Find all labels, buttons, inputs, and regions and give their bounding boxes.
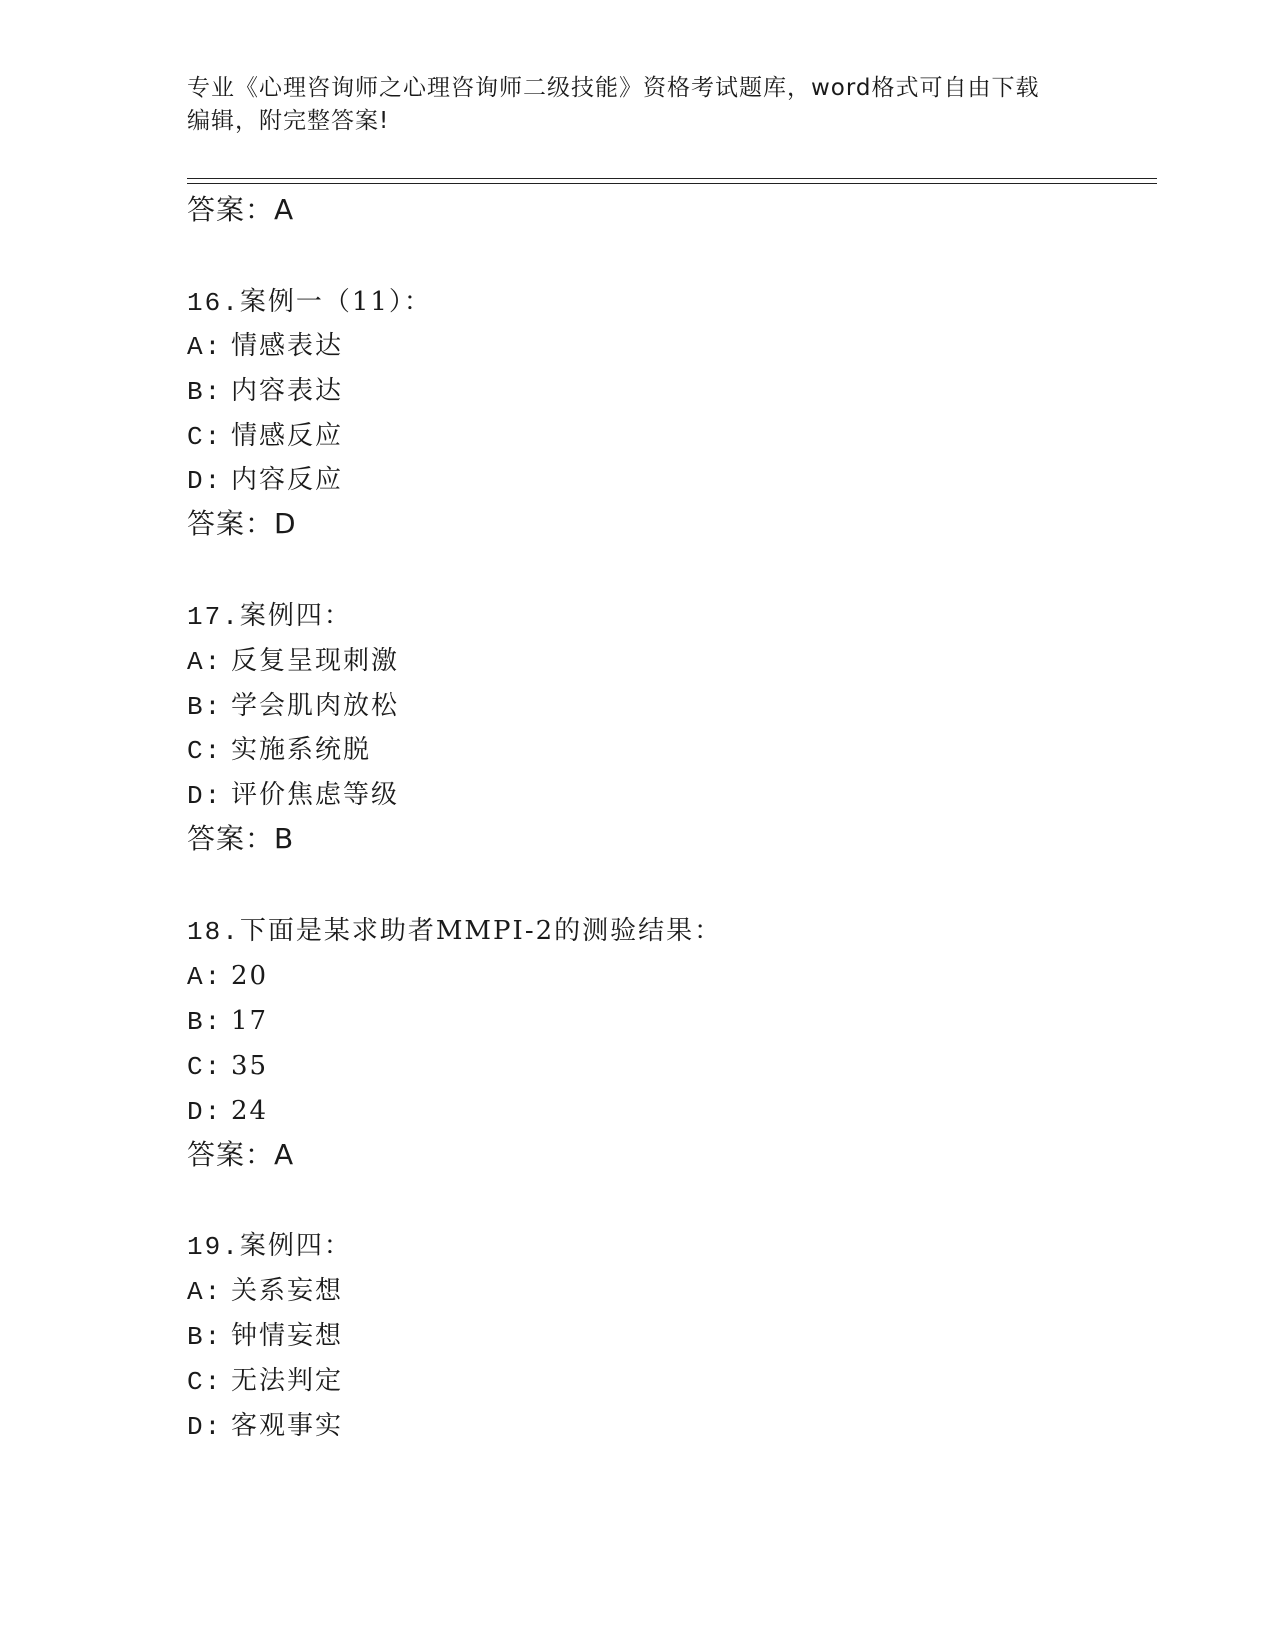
option-letter: A:: [187, 962, 223, 992]
question-16-option-a: [187, 326, 343, 367]
question-17-answer: 答案：B: [187, 822, 295, 855]
question-16-stem: [187, 282, 432, 323]
question-number: 18.: [187, 917, 240, 947]
option-text: 24: [231, 1096, 269, 1126]
option-text: 关系妄想: [231, 1276, 344, 1306]
answer-line: 答案：A: [187, 193, 295, 226]
question-16-option-b: [187, 371, 343, 412]
header-line-2: 编辑，附完整答案!: [187, 108, 390, 134]
question-18-option-d: [187, 1091, 268, 1132]
option-letter: C:: [187, 736, 223, 766]
option-letter: C:: [187, 1052, 223, 1082]
option-letter: B:: [187, 1322, 223, 1352]
option-text: 情感表达: [231, 331, 344, 361]
option-letter: A:: [187, 332, 223, 362]
option-text: 内容表达: [231, 376, 344, 406]
question-number: 19.: [187, 1232, 240, 1262]
question-text: 案例一（11）：: [239, 287, 432, 317]
option-text: 20: [231, 961, 269, 991]
option-text: 实施系统脱: [231, 735, 372, 765]
option-text: 情感反应: [231, 421, 344, 451]
question-number: 16.: [187, 288, 240, 318]
question-16-answer: 答案：D: [187, 507, 297, 540]
option-text: 学会肌肉放松: [231, 691, 400, 721]
question-18-option-b: [187, 1001, 268, 1042]
option-letter: A:: [187, 647, 223, 677]
option-letter: D:: [187, 1097, 223, 1127]
question-text: 案例四：: [239, 601, 352, 631]
option-letter: D:: [187, 466, 223, 496]
option-text: 评价焦虑等级: [231, 780, 400, 810]
question-19-option-d: [187, 1406, 343, 1447]
option-text: 35: [231, 1051, 269, 1081]
header-divider-top: [187, 178, 1157, 179]
option-letter: D:: [187, 781, 223, 811]
question-17-option-b: [187, 686, 399, 727]
question-17-stem: [187, 596, 352, 637]
option-letter: B:: [187, 377, 223, 407]
question-19-option-a: [187, 1271, 343, 1312]
question-19-stem: [187, 1226, 352, 1267]
question-17-option-d: [187, 775, 399, 816]
question-18-option-a: [187, 956, 268, 997]
option-text: 客观事实: [231, 1411, 344, 1441]
question-17-option-c: [187, 730, 371, 771]
option-text: 17: [231, 1006, 269, 1036]
option-letter: C:: [187, 1367, 223, 1397]
question-19-option-c: [187, 1361, 343, 1402]
question-text: 案例四：: [239, 1231, 352, 1261]
option-text: 钟情妄想: [231, 1321, 344, 1351]
option-letter: A:: [187, 1277, 223, 1307]
header-divider-bottom: [187, 183, 1157, 184]
question-16-option-d: [187, 460, 343, 501]
option-letter: B:: [187, 1007, 223, 1037]
question-18-answer: 答案：A: [187, 1138, 295, 1171]
option-text: 内容反应: [231, 465, 344, 495]
question-17-option-a: [187, 641, 399, 682]
question-19-option-b: [187, 1316, 343, 1357]
question-18-option-c: [187, 1046, 268, 1087]
question-text: 下面是某求助者MMPI-2的测验结果：: [239, 916, 723, 946]
option-text: 反复呈现刺激: [231, 646, 400, 676]
document-header: [187, 72, 1087, 138]
option-letter: D:: [187, 1412, 223, 1442]
question-18-stem: [187, 911, 722, 952]
question-16-option-c: [187, 416, 343, 457]
option-letter: B:: [187, 692, 223, 722]
option-text: 无法判定: [231, 1366, 344, 1396]
header-line-1: 专业《心理咨询师之心理咨询师二级技能》资格考试题库，word格式可自由下载: [187, 75, 1040, 101]
question-number: 17.: [187, 602, 240, 632]
option-letter: C:: [187, 422, 223, 452]
